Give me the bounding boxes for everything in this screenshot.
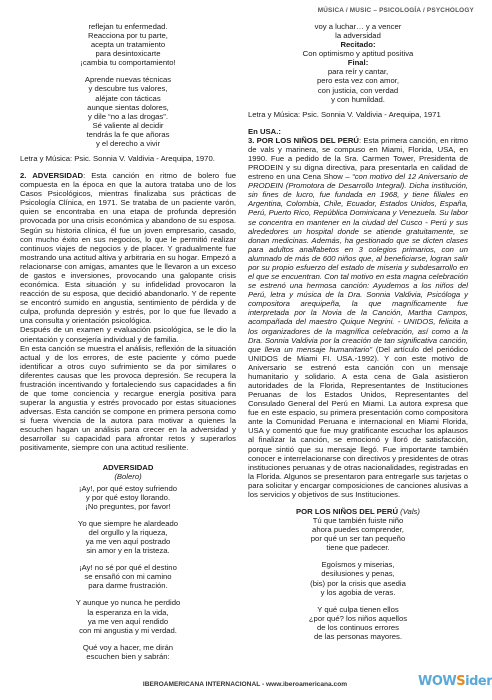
poem-line: para reír y cantar,: [327, 67, 389, 77]
poem-line: ya me ven aquí postrado: [85, 537, 171, 547]
brand-logo-accent: S: [456, 674, 466, 689]
credit-line-1: Letra y Música: Psic. Sonnia V. Valdivia - Arequipa, 1970.: [20, 154, 215, 164]
section-2-title: 2. ADVERSIDAD: [20, 171, 84, 181]
poem-3-heading: [248, 507, 468, 516]
poem-line: por qué un ser tan pequeño: [310, 534, 406, 544]
poem-line: ¡Ay!, por qué estoy sufriendo: [78, 483, 178, 493]
poem-3-lyrics: [248, 516, 468, 641]
footer-publication: IBEROAMERICANA INTERNACIONAL - www.iberoamericana.com: [142, 681, 348, 688]
poem-line: Y aunque yo nunca he perdido: [75, 598, 181, 608]
stanza-gap: [20, 590, 236, 598]
poem-line: ¡No preguntes, por favor!: [85, 501, 171, 511]
poem-line: y por qué estoy llorando.: [85, 492, 171, 502]
poem-line: Sé valiente al decidir: [92, 120, 164, 130]
poem-line: (bis) por la crisis que asedia: [310, 578, 406, 588]
stanza-gap: [20, 67, 236, 75]
poem-line: Aprende nuevas técnicas: [84, 75, 172, 85]
poem-line: desilusiones y penas,: [321, 569, 395, 579]
poem-line: voy a luchar… y a vencer: [314, 22, 402, 31]
right-column: [248, 22, 468, 641]
credit-line-2: Letra y Música: Psic. Sonnia V. Valdivia - Arequipa, 1971: [248, 109, 441, 119]
poem-line: pero esta vez con amor,: [316, 76, 400, 86]
poem-line: Reacciona por tu parte,: [88, 31, 168, 41]
poem-line: se ensañó con mi camino: [84, 572, 172, 582]
section-3-title: 3. POR LOS NIÑOS DEL PERÚ: [248, 135, 359, 145]
poem-line: Egoísmos y miserias,: [321, 560, 395, 570]
poem-fragment-top-right: [248, 22, 468, 104]
stanza-gap: [20, 555, 236, 563]
poem-line: Con optimismo y aptitud positiva: [302, 49, 414, 59]
poem-line: ¿por qué? los niños aquellos: [308, 613, 408, 623]
poem-line: Yo que siempre he alardeado: [77, 518, 179, 528]
poem-line: ya me ven aquí rendido: [87, 616, 169, 626]
poem-line: la adversidad: [335, 31, 381, 41]
poem-line: Final:: [347, 58, 369, 68]
poem-line: con justicia, con verdad: [317, 85, 399, 95]
poem-line: acepta un tratamiento: [90, 40, 166, 50]
poem-line: para desintoxicarte: [95, 49, 161, 59]
poem-line: Tú que también fuiste niño: [312, 516, 404, 526]
poem-line: y el derecho a vivir: [95, 138, 161, 148]
poem-line: tendrás la fe que añoras: [86, 129, 170, 139]
poem-line: ¡Ay! no sé por qué el destino: [79, 563, 177, 573]
poem-line: ¡cambia tu comportamiento!: [80, 58, 176, 68]
poem-line: y descubre tus valores,: [88, 84, 168, 94]
poem-line: de los continuos errores: [316, 622, 400, 632]
section-3-part-b: (Del artículo del periódico UNIDOS de Miami FI. USA.-1992). Y con este motivo de Aniversario se estrenó esta canción con un mensaje humanitario y solidario. A esta cena de Gala asistieron autoridades de la Florida, Representantes de Instituciones Peruanas de los Estados Unidos, Representantes del Consulado General del Perú en Miami. La autora expresa que fue en este espacio, su primera presentación como compositora ante la Comunidad Peruana e internacional en Miami Florida, USA y comentó que fue muy gratificante escuchar los aplausos al finalizar la canción, se emocionó y lloró de satisfacción, porque sintió que su mensaje llegó. Fue importante también conocer e interrelacionarse con directivos y presidentes de otras instituciones peruanas y de otras nacionalidades, registradas en la Florida. Algunos se presentaron para entregarle sus tarjetas o para solicitar y encargar composiciones de canciones alusivas a los servicios y objetivos de sus Instituciones.: [248, 344, 468, 499]
stanza-gap: [20, 635, 236, 643]
poem-line: del orgullo y la riqueza,: [88, 527, 168, 537]
section-2-paragraph-2: Después de un examen y evaluación psicológica, se le dio la orientación y consejería individual y de familia.: [20, 325, 236, 344]
poem-line: y con humildad.: [331, 94, 385, 104]
poem-line: y dile “no a las drogas”.: [88, 111, 168, 121]
poem-line: sin amor y en la tristeza.: [86, 546, 170, 556]
section-3-part-a: : Esta primera canción, en ritmo de vals y marinera, se compuso en Miami, Florida, USA, en 1990. Fue a pedido de la Sra. Carmen Tower, Presidenta de PRODEIN y su digna directiva, para presentarla en calidad de estreno en una Cena Show –: [248, 135, 468, 182]
poem-line: con mi angustia y mi verdad.: [79, 625, 177, 635]
section-2-paragraph-1: : Esta canción en ritmo de bolero fue compuesta en la época en que la autora trataba uno de los Casos Psicológicos, mientras finalizaba sus prácticas de Psicología Clínica, en 1971. Se trataba de un paciente varón, quien se encontraba en una etapa de profunda depresión provocada por una crisis económica y abandono de su esposa. Según su historia clínica, él fue un joven empresario, casado, con mucho éxito en sus negocios, lo que le permitió realizar continuos viajes de negocios y de placer. Y gradualmente fue mostrando una actitud altiva y arbitraria en su hogar. Empezó a relacionarse con amigas, amantes que le llevaron a un exceso de gastos e inversiones, provocando una galopante crisis económica. Esta situación y su infidelidad provocaron la reacción de su esposa, que decidió abandonarlo. Y de repente se encontró sumido en angustia, sentimiento de pérdida y de culpa, profunda depresión y estrés, por lo que fue llevado a una consulta y orientación psicológica.: [20, 171, 236, 326]
poem-line: Recitado:: [340, 40, 376, 50]
poem-line: escuchen bien y sabrán:: [86, 651, 170, 661]
poem-line: la esperanza en la vida,: [87, 607, 169, 617]
brand-logo: [418, 674, 492, 689]
poem-fragment-top-left: [20, 22, 236, 148]
poem-line: reflejan tu enfermedad.: [88, 22, 168, 31]
poem-line: Qué voy a hacer, me dirán: [82, 642, 174, 652]
page-category-header: MÚSICA / MUSIC – PSICOLOGÍA / PSYCHOLOGY: [317, 7, 474, 14]
stanza-gap: [20, 511, 236, 519]
brand-logo-left: WOW: [418, 674, 457, 689]
poem-line: de las personas mayores.: [313, 631, 403, 641]
stanza-gap: [248, 552, 468, 560]
poem-3-title: POR LOS NIÑOS DEL PERÚ: [296, 506, 398, 516]
stanza-gap: [248, 597, 468, 605]
poem-line: para darme frustración.: [88, 581, 168, 591]
section-3-text: [248, 136, 468, 499]
poem-line: ahora puedes comprender,: [312, 525, 404, 535]
section-3-quote: “con motivo del 12 Aniversario de PRODEIN (Promotora de Desarrollo Integral). Dicha institución, sin fines de lucro, fue fundada en 1968, y tiene filiales en Argentina, Colombia, Chile, Ecuador, Estados Unidos, España, Perú, Puerto Rico, República Dominicana y Venezuela. Su labor se concentra en mantener en la ciudad del Cusco - Perú y sus alrededores un hospital donde se atiende gratuitamente, se donan medicinas. Además, ha gestionado que se dicten clases para adultos analfabetos en 3 colegios primarios, con un alumnado de más de 600 niños que, al beneficiarse, logran salir por su propio esfuerzo del estado de miseria y subdesarrollo en el que se encuentran. Con tal motivo en esta magna celebración se estrenó una hermosa canción: Ayudemos a los niños del Perú, letra y música de la Dra. Sonnia Valdivia, Psicóloga y compositora arequipeña, la que magníficamente fue interpretada por la Novia de la Canción, Martha Campos, acompañada del maestro Quique Negrini. - UNIDOS, felicita a los organizadores de la magnífica celebración, así como a la Dra. Sonnia Valdivia por la creación de tan significativa canción, que lleva un mensaje humanitario”: [248, 172, 468, 354]
poem-line: aunque sientas dolores,: [87, 102, 169, 112]
section-2-intro: [20, 171, 236, 325]
poem-line: Y qué culpa tienen ellos: [317, 604, 399, 614]
poem-line: tiene que padecer.: [326, 543, 390, 553]
poem-2-subtitle: (Bolero): [114, 471, 142, 481]
poem-2-title: ADVERSIDAD: [102, 462, 154, 472]
poem-line: y los agobia de veras.: [320, 587, 396, 597]
brand-logo-right: ider: [465, 674, 492, 689]
poem-line: aléjate con tácticas: [95, 93, 161, 103]
poem-2-lyrics: [20, 484, 236, 661]
section-en-usa-heading: En USA.:: [248, 126, 281, 136]
section-2-paragraph-3: En esta canción se muestra el análisis, reflexión de la situación actual y de los errores, de este paciente y cómo puede identificar a otros cuyo sufrimiento se da por similares o diferentes causas que les provoca depresión. Se recupera la frustración incentivando y fortaleciendo sus capacidades a fin de que tome conciencia y recargue energía positiva para superar la angustia y estrés provocado por estas situaciones adversas. Esta canción se compone en primera persona como si fuera vivencia de la autora para motivar a quienes la escuchen hagan un análisis para crecer en la adversidad y desarrollar su capacidad para afrontar retos y superarlos positivamente, siempre con una actitud resiliente.: [20, 343, 236, 453]
left-column: [20, 22, 236, 661]
poem-3-style: (Vals): [400, 506, 420, 516]
